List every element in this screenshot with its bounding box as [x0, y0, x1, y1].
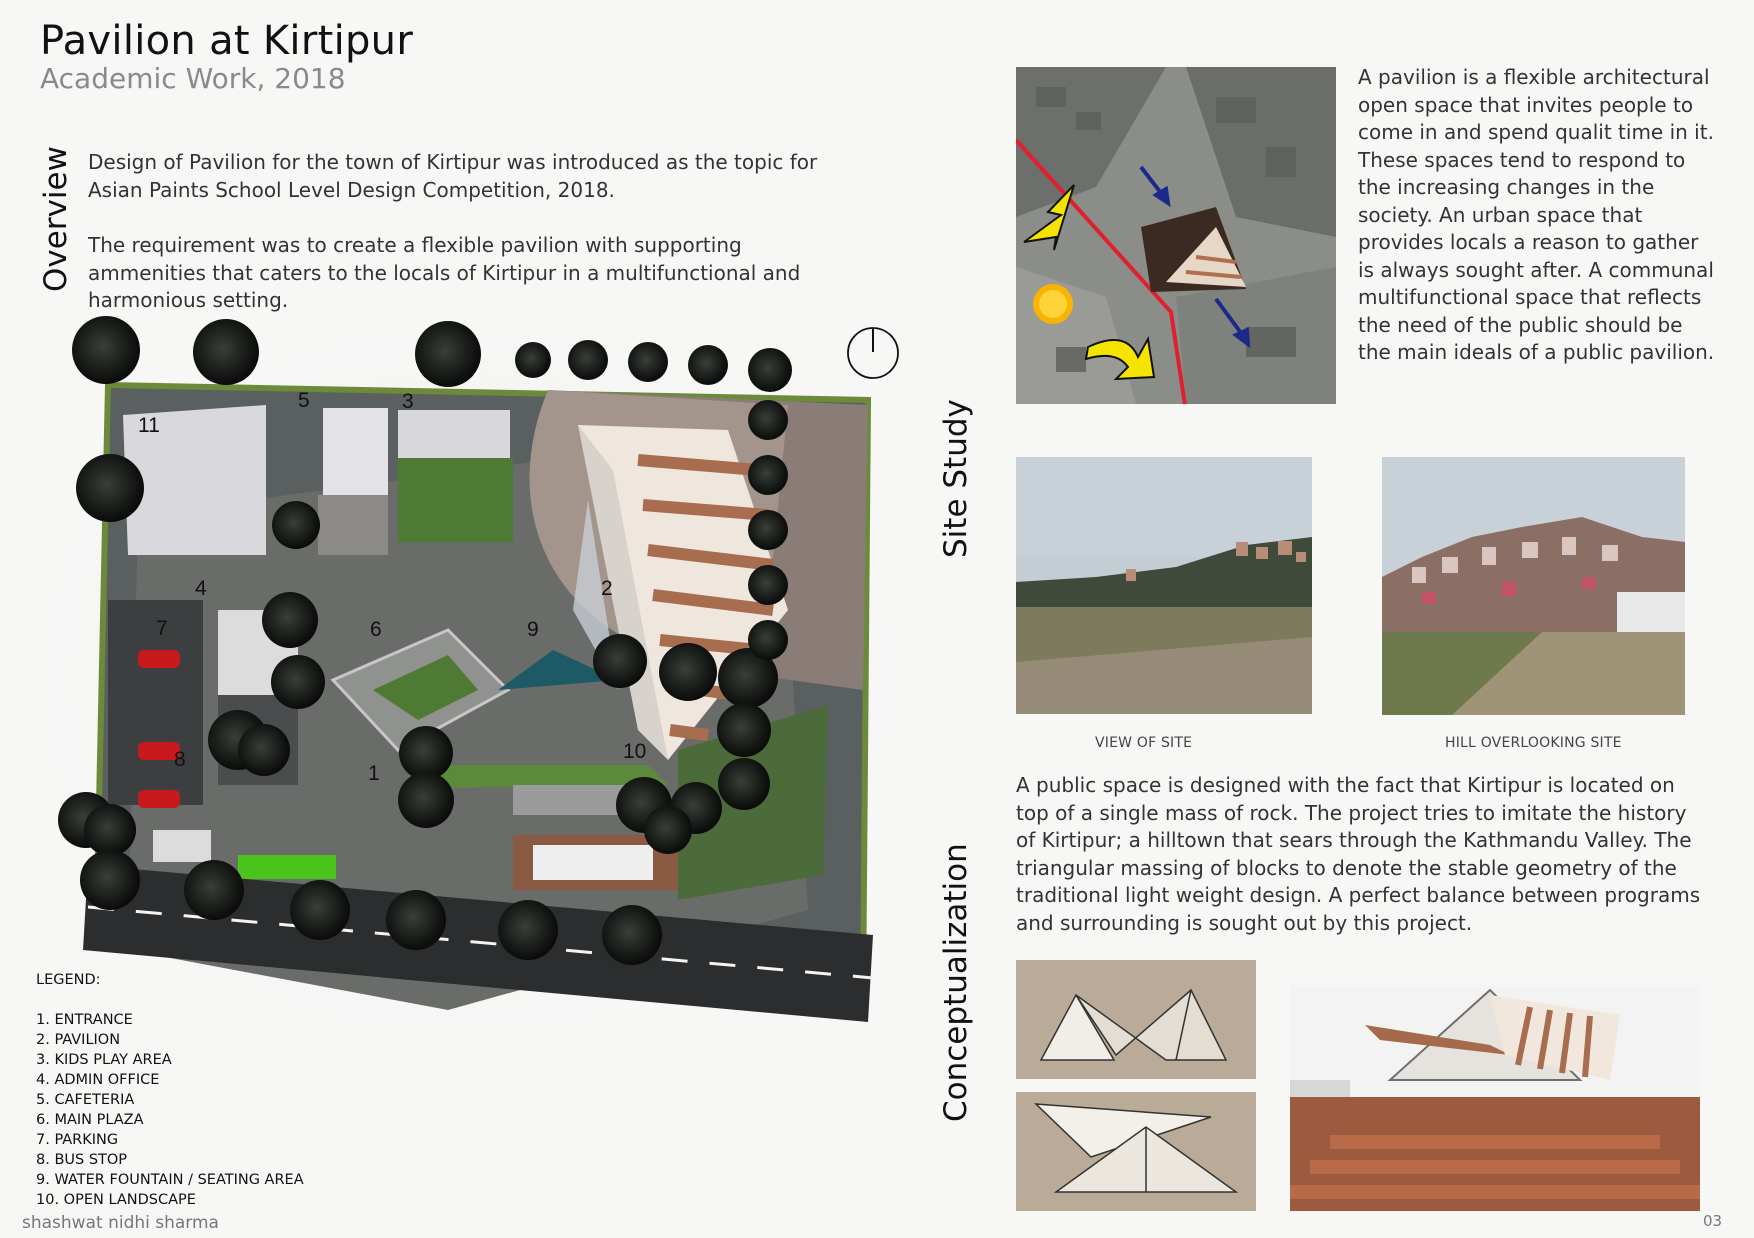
site-plan-drawing [28, 310, 908, 1050]
legend-item: 9. WATER FOUNTAIN / SEATING AREA [36, 1172, 304, 1188]
legend-item: 6. MAIN PLAZA [36, 1112, 144, 1128]
plan-label-2: 2 [601, 577, 613, 600]
legend-heading: LEGEND: [36, 972, 101, 988]
page-number: 03 [1703, 1212, 1723, 1230]
legend [36, 970, 304, 1210]
plan-label-3: 3 [402, 390, 414, 413]
plan-label-1: 1 [368, 762, 380, 785]
page-subtitle: Academic Work, 2018 [40, 62, 346, 95]
author-name: shashwat nidhi sharma [22, 1213, 219, 1233]
concept-model-2 [1016, 1092, 1256, 1211]
site-photo [1016, 457, 1312, 714]
plan-label-8: 8 [174, 748, 186, 771]
plan-label-6: 6 [370, 618, 382, 641]
legend-item: 7. PARKING [36, 1132, 119, 1148]
site-study-description: A pavilion is a flexible architectural open space that invites people to come in and spend qualit time in it. These spaces tend to respond to the increasing changes in the society. An urban space that provides locals a reason to gather is always sought after. A communal multifunctional space that reflects the need of the public should be the main ideals of a public pavilion. [1358, 65, 1715, 364]
site-aerial-image [1016, 67, 1336, 404]
hill-photo-caption: HILL OVERLOOKING SITE [1445, 735, 1622, 751]
legend-item: 10. OPEN LANDSCAPE [36, 1192, 196, 1208]
plan-label-10: 10 [623, 740, 647, 763]
concept-model-1 [1016, 960, 1256, 1079]
legend-item: 3. KIDS PLAY AREA [36, 1052, 172, 1068]
site-photo-caption: VIEW OF SITE [1095, 735, 1193, 751]
legend-item: 2. PAVILION [36, 1032, 121, 1048]
section-label-site-study: Site Study [938, 399, 974, 558]
hill-photo [1382, 457, 1685, 715]
plan-label-11: 11 [138, 414, 160, 437]
north-arrow-icon [846, 326, 900, 380]
legend-item: 5. CAFETERIA [36, 1092, 135, 1108]
legend-item: 8. BUS STOP [36, 1152, 128, 1168]
overview-paragraph-2: The requirement was to create a flexible pavilion with supporting ammenities that caters to the locals of Kirtipur in a multifunctional and harmonious setting. [88, 233, 801, 312]
pavilion-render [1290, 985, 1700, 1211]
section-label-conceptualization: Conceptualization [938, 843, 974, 1122]
overview-paragraph-1: Design of Pavilion for the town of Kirtipur was introduced as the topic for Asian Paints School Level Design Competition, 2018. [88, 150, 818, 202]
conceptualization-description: A public space is designed with the fact that Kirtipur is located on top of a single mass of rock. The project tries to imitate the history of Kirtipur; a hilltown that sears through the Kathmandu Valley. The triangular massing of blocks to denote the stable geometry of the traditional light weight design. A perfect balance between programs and surrounding is sought out by this project. [1016, 773, 1701, 935]
sun-icon [1033, 284, 1073, 324]
page-title: Pavilion at Kirtipur [40, 18, 414, 64]
plan-label-9: 9 [527, 618, 539, 641]
plan-label-4: 4 [195, 577, 207, 600]
plan-label-5: 5 [298, 389, 310, 412]
section-label-overview: Overview [38, 146, 74, 292]
legend-item: 4. ADMIN OFFICE [36, 1072, 160, 1088]
plan-label-7: 7 [156, 617, 168, 640]
legend-item: 1. ENTRANCE [36, 1012, 133, 1028]
